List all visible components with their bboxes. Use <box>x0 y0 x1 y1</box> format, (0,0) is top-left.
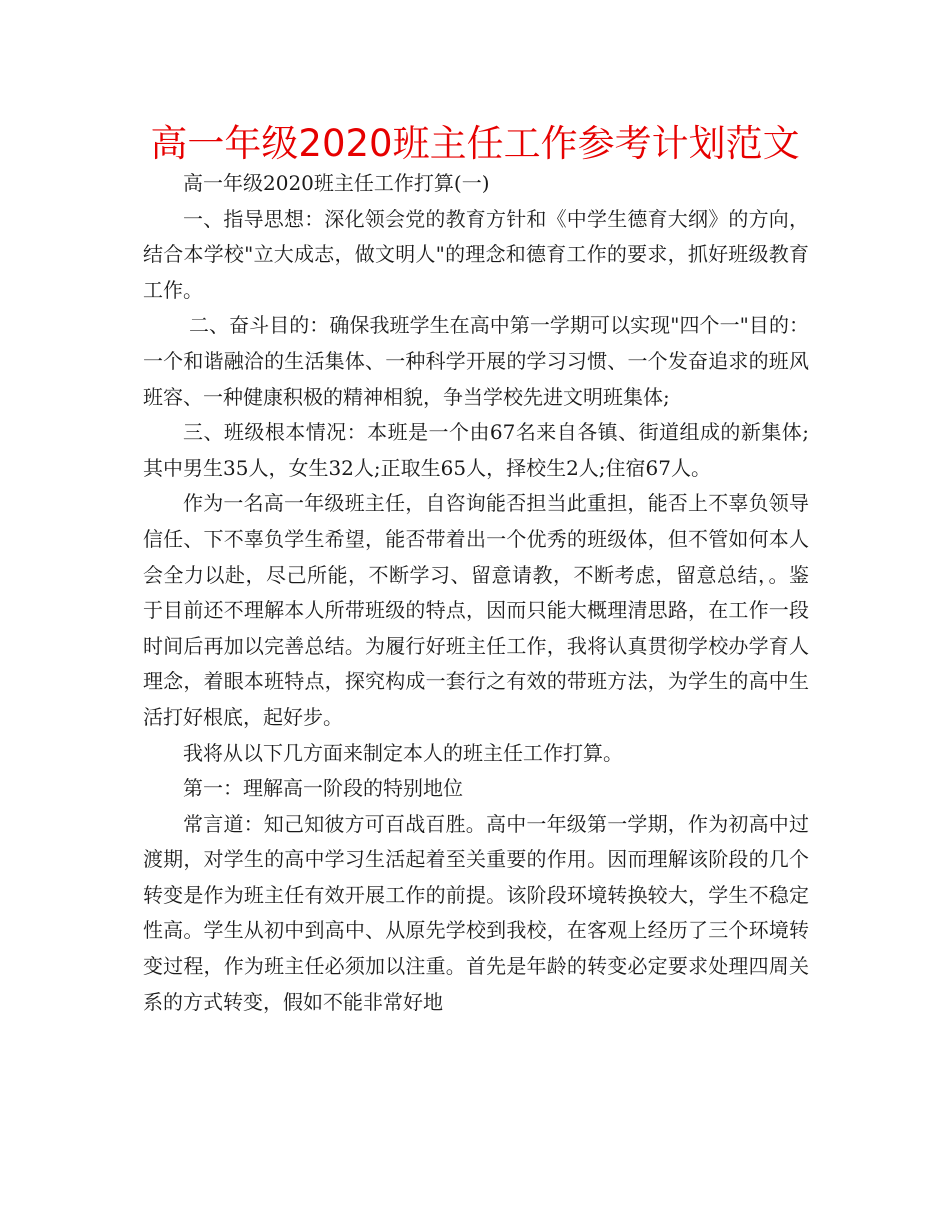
document-title: 高一年级2020班主任工作参考计划范文 <box>150 122 800 165</box>
paragraph-teacher-role: 作为一名高一年级班主任，自咨询能否担当此重担，能否上不辜负领导信任、下不辜负学生希望，能否带着出一个优秀的班级体，但不管如何本人会全力以赴，尽己所能，不断学习、留意请教，不断考虑，留意总结，。鉴于目前还不理解本人所带班级的特点，因而只能大概理清思路，在工作一段时间后再加以完善总结。为履行好班主任工作，我将认真贯彻学校办学育人理念，着眼本班特点，探究构成一套行之有效的带班方法，为学生的高中生活打好根底，起好步。 <box>143 491 809 729</box>
paragraph-section-one-heading: 第一：理解高一阶段的特别地位 <box>183 776 463 801</box>
paragraph-goals: 二、奋斗目的：确保我班学生在高中第一学期可以实现"四个一"目的：一个和谐融洽的生活集体、一种科学开展的学习习惯、一个发奋追求的班风班容、一种健康积极的精神相貌，争当学校先进文明班集体; <box>143 313 809 409</box>
paragraph-class-situation: 三、班级根本情况：本班是一个由67名来自各镇、街道组成的新集体;其中男生35人，女生32人;正取生65人，择校生2人;住宿67人。 <box>143 420 809 480</box>
paragraph-guiding-ideology: 一、指导思想：深化领会党的教育方针和《中学生德育大纲》的方向，结合本学校"立大成志，做文明人"的理念和德育工作的要求，抓好班级教育工作。 <box>143 206 809 302</box>
paragraph-subtitle: 高一年级2020班主任工作打算(一) <box>183 171 490 195</box>
paragraph-plan-intro: 我将从以下几方面来制定本人的班主任工作打算。 <box>183 740 623 765</box>
document-body <box>143 166 809 1020</box>
paragraph-section-one-body: 常言道：知己知彼方可百战百胜。高中一年级第一学期，作为初高中过渡期，对学生的高中学习生活起着至关重要的作用。因而理解该阶段的几个转变是作为班主任有效开展工作的前提。该阶段环境转换较大，学生不稳定性高。学生从初中到高中、从原先学校到我校，在客观上经历了三个环境转变过程，作为班主任必须加以注重。首先是年龄的转变必定要求处理四周关系的方式转变，假如不能非常好地 <box>143 811 809 1014</box>
